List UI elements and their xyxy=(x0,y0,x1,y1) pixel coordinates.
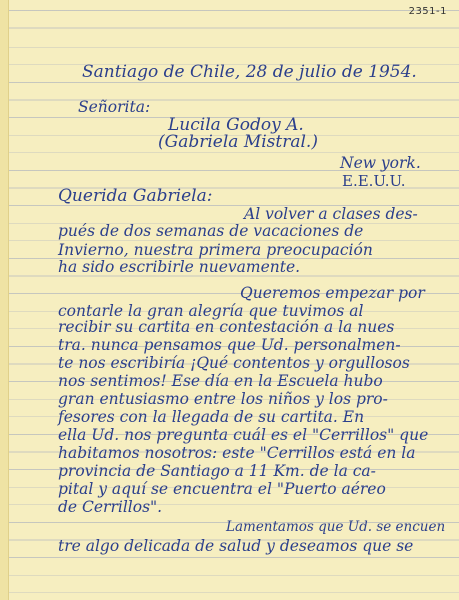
recipient-country: E.E.U.U. xyxy=(342,172,406,190)
body-line: habitamos nosotros: este "Cerrillos está en la xyxy=(58,444,416,462)
date-line: Santiago de Chile, 28 de julio de 1954. xyxy=(82,62,417,82)
body-line: recibir su cartita en contestación a la nues xyxy=(58,318,395,336)
body-line: fesores con la llegada de su cartita. En xyxy=(58,408,365,426)
body-line: contarle la gran alegría que tuvimos al xyxy=(58,302,364,320)
body-line: Queremos empezar por xyxy=(240,284,425,302)
body-line: Al volver a clases des- xyxy=(244,205,418,223)
recipient-city: New york. xyxy=(340,154,421,172)
recipient-name: Lucila Godoy A. xyxy=(168,115,304,135)
body-line: provincia de Santiago a 11 Km. de la ca- xyxy=(58,462,376,480)
body-line: te nos escribiría ¡Qué contentos y orgullosos xyxy=(58,354,410,372)
body-line: Lamentamos que Ud. se encuen xyxy=(226,519,446,535)
body-line: ella Ud. nos pregunta cuál es el "Cerrillos" que xyxy=(58,426,429,444)
greeting: Querida Gabriela: xyxy=(58,186,213,206)
body-line: pués de dos semanas de vacaciones de xyxy=(58,222,364,240)
catalog-number: 2351-1 xyxy=(408,6,447,17)
recipient-alias: (Gabriela Mistral.) xyxy=(158,132,318,152)
body-line: tre algo delicada de salud y deseamos que se xyxy=(58,537,414,555)
body-line: ha sido escribirle nuevamente. xyxy=(58,258,301,276)
body-line: Invierno, nuestra primera preocupación xyxy=(58,241,373,259)
body-line: tra. nunca pensamos que Ud. personalmen- xyxy=(58,336,401,354)
body-line: nos sentimos! Ese día en la Escuela hubo xyxy=(58,372,383,390)
salutation-title: Señorita: xyxy=(78,98,151,116)
body-line: gran entusiasmo entre los niños y los pro- xyxy=(58,390,388,408)
paper-left-edge xyxy=(0,0,9,600)
body-line: de Cerrillos". xyxy=(58,498,163,516)
body-line: pital y aquí se encuentra el "Puerto aéreo xyxy=(58,480,386,498)
